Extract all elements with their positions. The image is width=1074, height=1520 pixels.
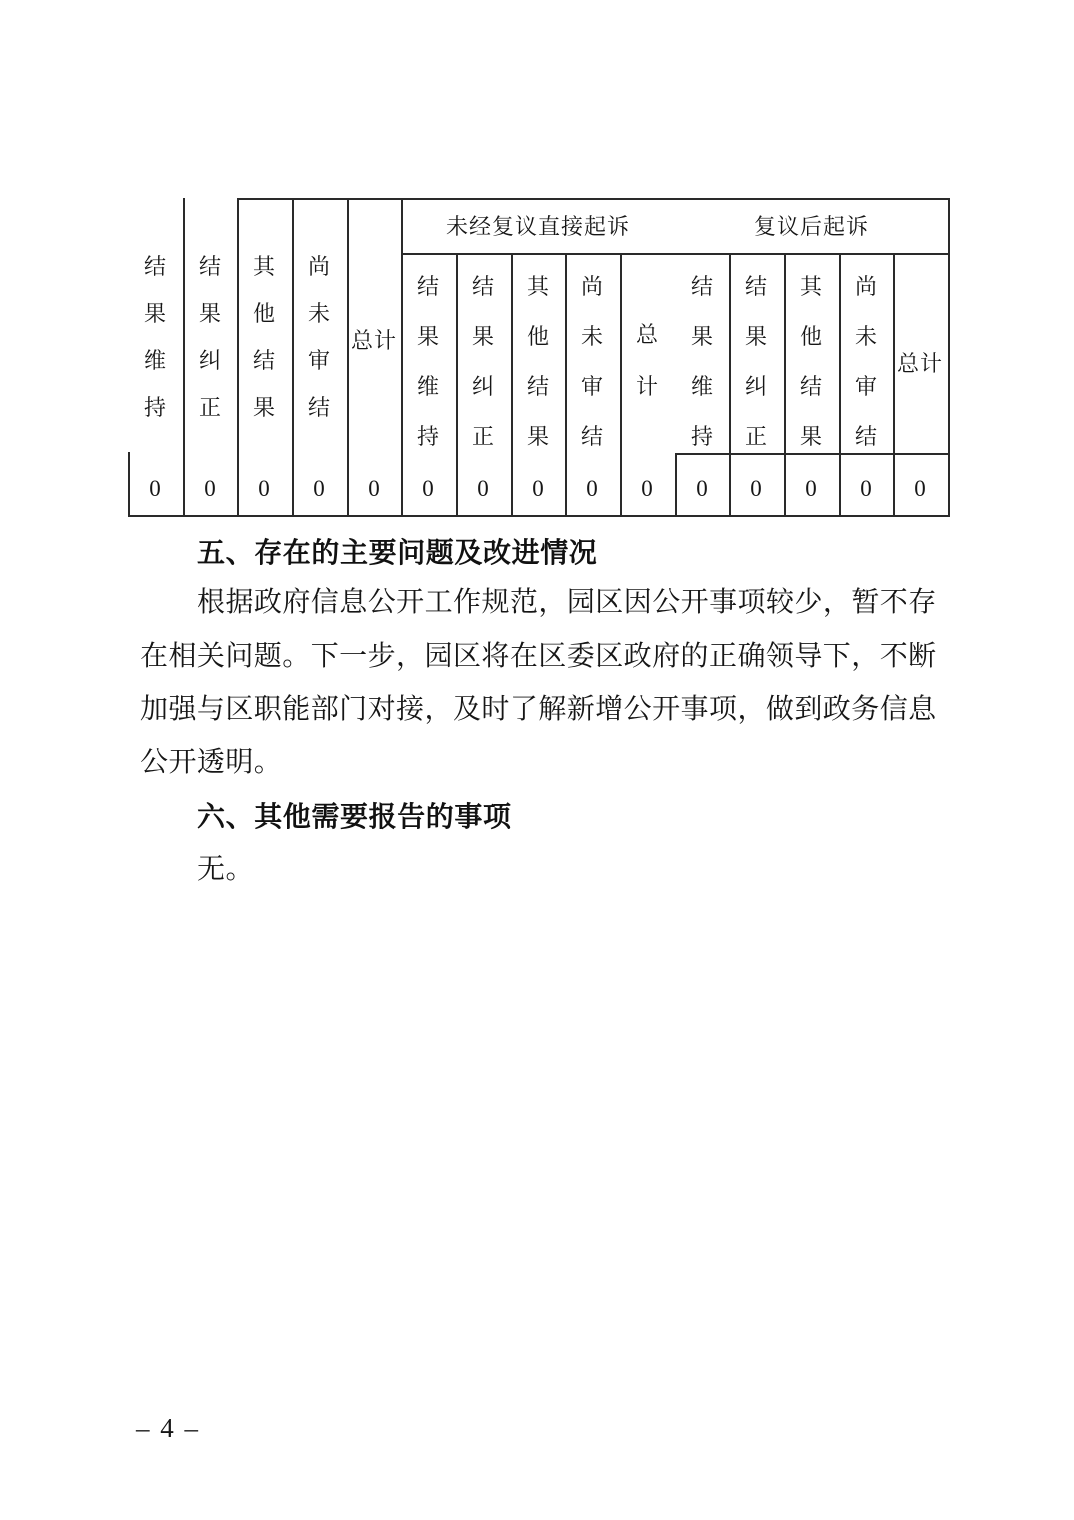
- section5-heading: 五、存在的主要问题及改进情况: [197, 537, 598, 568]
- table-border-top: [237, 198, 950, 200]
- table-value-cell: 0: [805, 476, 817, 501]
- table-value-cell: 0: [258, 476, 270, 501]
- table-value-cell: 0: [368, 476, 380, 501]
- table-col-header: 尚未审结: [307, 254, 330, 420]
- table-border-bottom: [128, 515, 950, 517]
- table-col-header: 总计: [896, 351, 943, 376]
- table-border-col: [292, 198, 294, 517]
- table-border-col: [183, 198, 185, 517]
- table-value-cell: 0: [477, 476, 489, 501]
- table-value-cell: 0: [313, 476, 325, 501]
- table-col-header: 总计: [350, 328, 397, 353]
- table-group-header-suit-after-review: 复议后起诉: [753, 214, 869, 239]
- table-border-col: [237, 198, 239, 517]
- table-col-header: 尚未审结: [580, 274, 603, 449]
- page-number: – 4 –: [136, 1413, 200, 1443]
- table-value-cell: 0: [532, 476, 544, 501]
- table-value-cell: 0: [204, 476, 216, 501]
- table-border-groupheader-bottom: [401, 253, 950, 255]
- table-col-header: 结果维持: [690, 274, 713, 449]
- table-col-header: 其他结果: [799, 274, 822, 449]
- table-col-header: 其他结果: [526, 274, 549, 449]
- section5-line: 加强与区职能部门对接，及时了解新增公开事项，做到政务信息: [140, 694, 937, 725]
- table-value-cell: 0: [641, 476, 653, 501]
- table-col-header: 结果维持: [416, 274, 439, 449]
- section6-heading: 六、其他需要报告的事项: [197, 801, 512, 832]
- section5-line: 在相关问题。下一步，园区将在区委区政府的正确领导下，不断: [140, 641, 937, 672]
- table-value-cell: 0: [422, 476, 434, 501]
- table-col-header: 结果纠正: [471, 274, 494, 449]
- table-border-col: [401, 198, 403, 517]
- table-col-header: 其他结果: [252, 254, 275, 420]
- section6-line: 无。: [197, 854, 254, 885]
- table-col-header: 总计: [635, 322, 658, 399]
- table-value-cell: 0: [586, 476, 598, 501]
- section5-line: 公开透明。: [140, 747, 283, 778]
- table-col-header: 结果维持: [143, 254, 166, 420]
- table-border-col: [347, 198, 349, 517]
- table-value-cell: 0: [860, 476, 872, 501]
- table-col-header: 结果纠正: [744, 274, 767, 449]
- table-value-cell: 0: [149, 476, 161, 501]
- table-value-cell: 0: [750, 476, 762, 501]
- table-value-cell: 0: [696, 476, 708, 501]
- table-col-header: 尚未审结: [854, 274, 877, 449]
- table-col-header: 结果纠正: [198, 254, 221, 420]
- table-value-cell: 0: [914, 476, 926, 501]
- section5-line: 根据政府信息公开工作规范，园区因公开事项较少，暂不存: [197, 587, 937, 618]
- table-group-header-direct-suit: 未经复议直接起诉: [445, 214, 630, 239]
